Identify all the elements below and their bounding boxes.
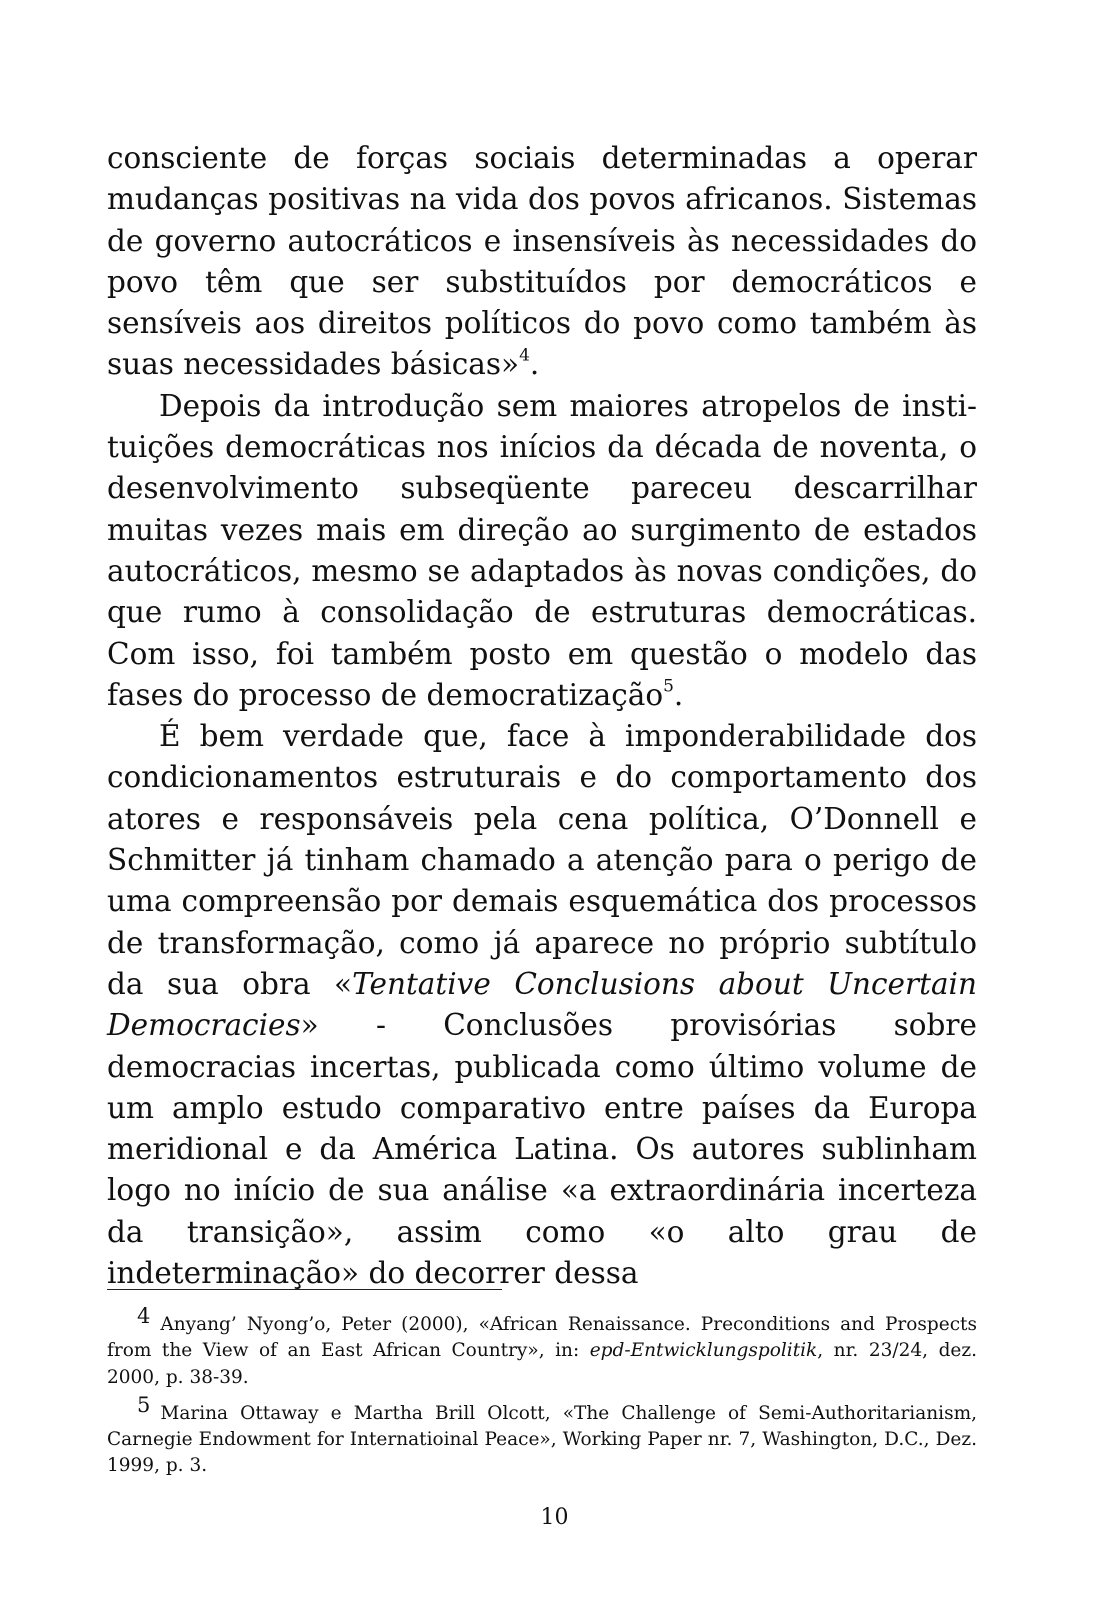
footnote-italic: epd-Entwicklungspolitik	[589, 1340, 818, 1362]
footnote-4	[107, 1303, 977, 1391]
paragraph-3-text-a: É bem verdade que, face à imponderabilidade dos condicionamentos estruturais e do comportamento dos atores e responsáveis pela cena política, O’Donnell e Schmitter já tinham chamado a atenção para o perigo de uma compreensão por demais esquemática dos processos de transformação, como já aparece no próprio subtítulo da sua obra «	[107, 719, 977, 1001]
footnote-text: Marina Ottaway e Martha Brill Olcott, «The Challenge of Semi-Authoritarianism, Carnegie Endowment for Internatioinal Peace», Working Paper nr. 7, Washington, D.C., Dez. 1999, p. 3.	[107, 1402, 977, 1477]
paragraph-3-text-b: » - Conclusões provisórias sobre democracias incertas, publicada como último volume de um amplo estudo comparativo entre países da Europa meridional e da América Latina. Os autores sublinham logo no início de sua análise «a extraordinária incerteza da transição», assim como «o alto grau de indeterminação» do decorrer dessa	[107, 1008, 977, 1291]
main-text	[107, 138, 977, 1294]
footnote-5	[107, 1392, 977, 1480]
footnote-number: 5	[137, 1392, 151, 1417]
paragraph-2	[107, 386, 977, 716]
footnote-text-end: , nr. 23/24, dez. 2000, p. 38-39.	[107, 1340, 977, 1388]
paragraph-1	[107, 138, 977, 386]
footnote-text: Anyang’ Nyong’o, Peter (2000), «African Renaissance. Preconditions and Prospects from the View of an East African Country», in:	[107, 1314, 977, 1362]
footnotes	[107, 1303, 977, 1481]
book-title-italic: Tentative Conclusions about Uncertain Democracies	[107, 966, 977, 1043]
paragraph-2-text: Depois da introdução sem maiores atropelos de instituições democráticas nos inícios da década de noventa, o desenvolvimento subseqüente pareceu descarrilhar muitas vezes mais em direção ao surgimento de estados autocráticos, mesmo se adaptados às novas condições, do que rumo à consolidação de estruturas democráticas. Com isso, foi também posto em questão o modelo das fases do processo de democratização	[107, 388, 977, 712]
paragraph-3	[107, 716, 977, 1294]
footnote-ref-4[interactable]: 4	[519, 345, 530, 366]
page-number: 10	[540, 1505, 569, 1530]
paragraph-2-end: .	[673, 677, 684, 712]
paragraph-1-text: consciente de forças sociais determinadas a operar mudanças positivas na vida dos povos africanos. Sistemas de governo autocráticos e insensíveis às necessidades do povo têm que ser substituídos por democráticos e sensíveis aos direitos políticos do povo como também às suas necessidades básicas»	[107, 141, 977, 382]
footnote-divider	[107, 1289, 502, 1290]
footnote-number: 4	[137, 1304, 151, 1328]
paragraph-1-end: .	[529, 347, 540, 382]
footnote-ref-5[interactable]: 5	[663, 676, 674, 697]
